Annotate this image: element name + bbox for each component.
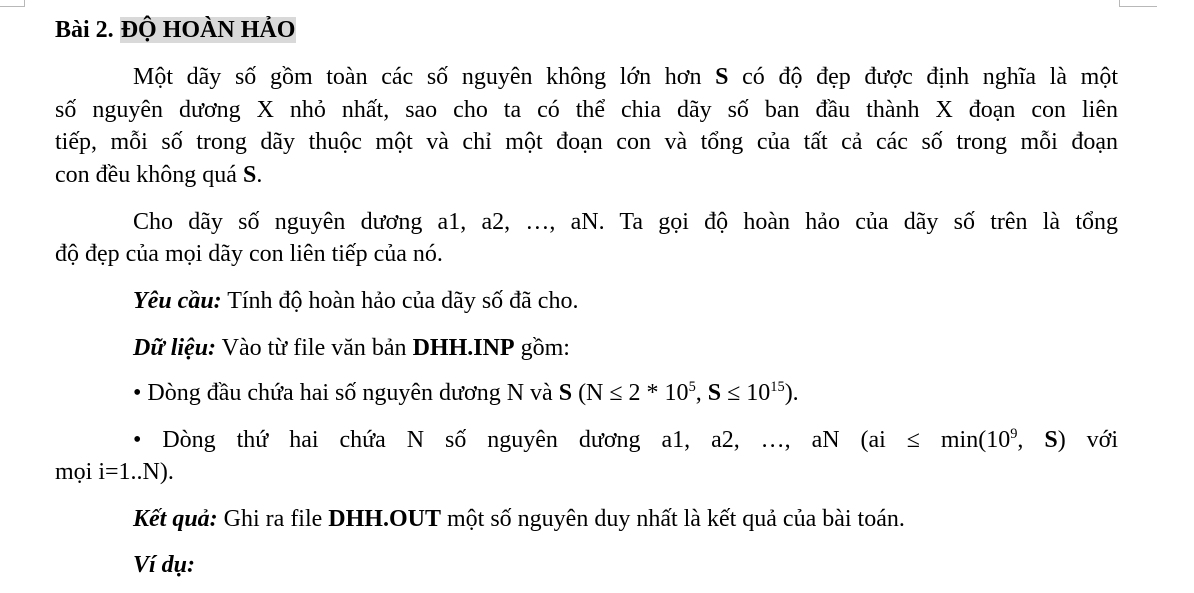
para1-line1 — [133, 61, 1118, 93]
heading-label: Bài 2. — [55, 17, 114, 43]
bullet1-text: • Dòng đầu chứa hai số nguyên dương N và — [133, 380, 559, 406]
output-line — [133, 503, 905, 535]
para1-s-symbol: S — [242, 162, 257, 188]
bullet1-text: (N ≤ 2 * 10 — [572, 380, 689, 406]
problem-heading — [55, 14, 296, 46]
s-symbol: S — [1044, 427, 1058, 453]
input-text: Vào từ file văn bản — [216, 335, 413, 361]
bullet1-text: ≤ 10 — [721, 380, 771, 406]
bullet2-text: , — [1017, 427, 1045, 453]
input-filename: DHH.INP — [412, 335, 515, 361]
bullet2-text: ) với — [1057, 427, 1118, 453]
s-symbol: S — [707, 380, 722, 406]
exponent: 5 — [688, 379, 696, 395]
exponent: 9 — [1010, 426, 1018, 442]
output-text: Ghi ra file — [217, 506, 329, 532]
input-line — [133, 332, 570, 364]
requirement-text: Tính độ hoàn hảo của dãy số đã cho. — [221, 288, 579, 314]
exponent: 15 — [770, 379, 785, 395]
example-line — [133, 549, 195, 581]
para2-line1: Cho dãy số nguyên dương a1, a2, …, aN. Ta gọi độ hoàn hảo của dãy số trên là tổng — [133, 209, 1118, 235]
bullet1-line — [133, 377, 799, 409]
page-corner-mark-left-vertical — [24, 0, 25, 7]
bullet1-text: , — [695, 380, 708, 406]
requirement-label: Yêu cầu: — [133, 288, 222, 314]
bullet2-text: • Dòng thứ hai chứa N số nguyên dương a1, a2, …, aN (ai ≤ min(10 — [133, 427, 1011, 453]
page-corner-mark-left — [0, 6, 24, 7]
output-filename: DHH.OUT — [328, 506, 441, 532]
requirement-line — [133, 285, 578, 317]
para1-text: . — [256, 162, 263, 188]
page-corner-mark-right — [1119, 6, 1157, 7]
s-symbol: S — [558, 380, 573, 406]
bullet2-line2: mọi i=1..N). — [55, 459, 174, 485]
page-corner-mark-right-vertical — [1119, 0, 1120, 7]
para1-line3: tiếp, mỗi số trong dãy thuộc một và chỉ một đoạn con và tổng của tất cả các số trong mỗi đoạn — [55, 129, 1118, 155]
para1-text: con đều không quá — [55, 162, 243, 188]
para1-text: Một dãy số gồm toàn các số nguyên không lớn hơn — [133, 64, 716, 90]
para2-line2: độ đẹp của mọi dãy con liên tiếp của nó. — [55, 241, 443, 267]
input-label: Dữ liệu: — [133, 335, 217, 361]
output-label: Kết quả: — [133, 506, 218, 532]
para1-line2: số nguyên dương X nhỏ nhất, sao cho ta có thể chia dãy số ban đầu thành X đoạn con liên — [55, 97, 1118, 123]
bullet2-line1 — [133, 424, 1118, 456]
para1-line4 — [55, 159, 262, 191]
heading-title: ĐỘ HOÀN HẢO — [120, 17, 296, 43]
para1-s-symbol: S — [715, 64, 729, 90]
example-label: Ví dụ: — [133, 552, 196, 578]
input-text: gồm: — [514, 335, 570, 361]
para1-text: có độ đẹp được định nghĩa là một — [728, 64, 1118, 90]
bullet1-text: ). — [784, 380, 799, 406]
output-text: một số nguyên duy nhất là kết quả của bài toán. — [440, 506, 905, 532]
